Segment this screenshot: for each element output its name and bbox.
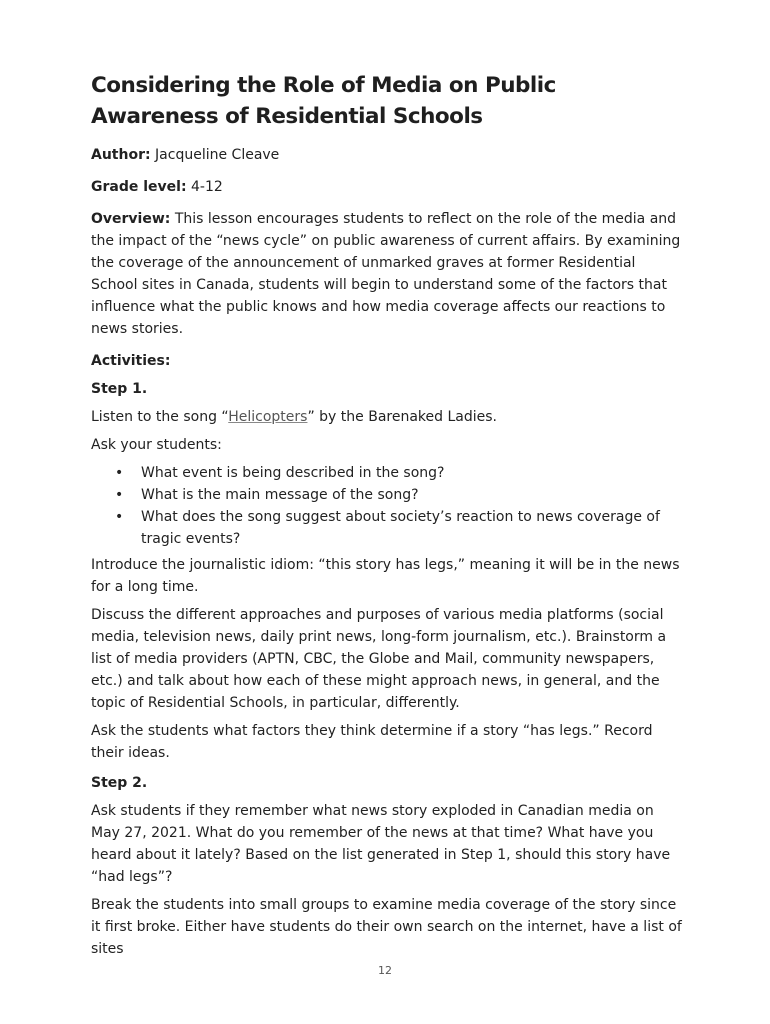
author-value: Jacqueline Cleave — [155, 147, 280, 163]
ask-students-paragraph: Ask your students: — [91, 437, 222, 453]
author-line — [91, 144, 682, 166]
bullet-icon: • — [115, 487, 124, 503]
step-2-heading: Step 2. — [91, 775, 148, 791]
factors-paragraph: Ask the students what factors they think determine if a story “has legs.” Record their ideas. — [91, 723, 653, 761]
list-item — [115, 484, 682, 506]
grade-level-line — [91, 176, 682, 198]
bullet-icon: • — [115, 465, 124, 481]
activities-heading: Activities: — [91, 353, 171, 369]
discuss-paragraph: Discuss the different approaches and purposes of various media platforms (social media, television news, daily print news, long-form journalism, etc.). Brainstorm a list of media providers (APTN, CBC, the Globe and Mail, community newspapers, etc.) and talk about how each of these might approach news, in general, and the topic of Residential Schools, in particular, differently. — [91, 607, 667, 711]
listen-text-after: ” by the Barenaked Ladies. — [307, 409, 497, 425]
overview-label: Overview: — [91, 211, 171, 227]
groups-paragraph: Break the students into small groups to examine media coverage of the story since it first broke. Either have students do their own search on the internet, have a list of sites — [91, 897, 682, 957]
bullet-icon: • — [115, 509, 124, 525]
grade-level-value: 4-12 — [191, 179, 223, 195]
question-text: What is the main message of the song? — [141, 487, 419, 503]
document-title: Considering the Role of Media on Public Awareness of Residential Schools — [91, 73, 556, 129]
listen-paragraph — [91, 406, 682, 428]
page-number: 12 — [378, 964, 392, 977]
question-text: What event is being described in the song? — [141, 465, 445, 481]
overview-paragraph — [91, 208, 682, 340]
overview-text: This lesson encourages students to reflect on the role of the media and the impact of the “news cycle” on public awareness of current affairs. By examining the coverage of the announcement of unmarked graves at former Residential School sites in Canada, students will begin to understand some of the factors that influence what the public knows and how media coverage affects our reactions to news stories. — [91, 211, 681, 337]
helicopters-song-link[interactable]: Helicopters — [228, 409, 308, 425]
list-item — [115, 506, 682, 550]
question-text: What does the song suggest about society’s reaction to news coverage of tragic events? — [141, 509, 660, 547]
list-item — [115, 462, 682, 484]
grade-level-label: Grade level: — [91, 179, 187, 195]
question-list — [91, 462, 682, 550]
idiom-paragraph: Introduce the journalistic idiom: “this story has legs,” meaning it will be in the news for a long time. — [91, 557, 680, 595]
author-label: Author: — [91, 147, 151, 163]
step-1-heading: Step 1. — [91, 381, 148, 397]
listen-text-before: Listen to the song “ — [91, 409, 229, 425]
remember-paragraph: Ask students if they remember what news story exploded in Canadian media on May 27, 2021. What do you remember of the news at that time? What have you heard about it lately? Based on the list generated in Step 1, should this story have “had legs”? — [91, 803, 671, 885]
